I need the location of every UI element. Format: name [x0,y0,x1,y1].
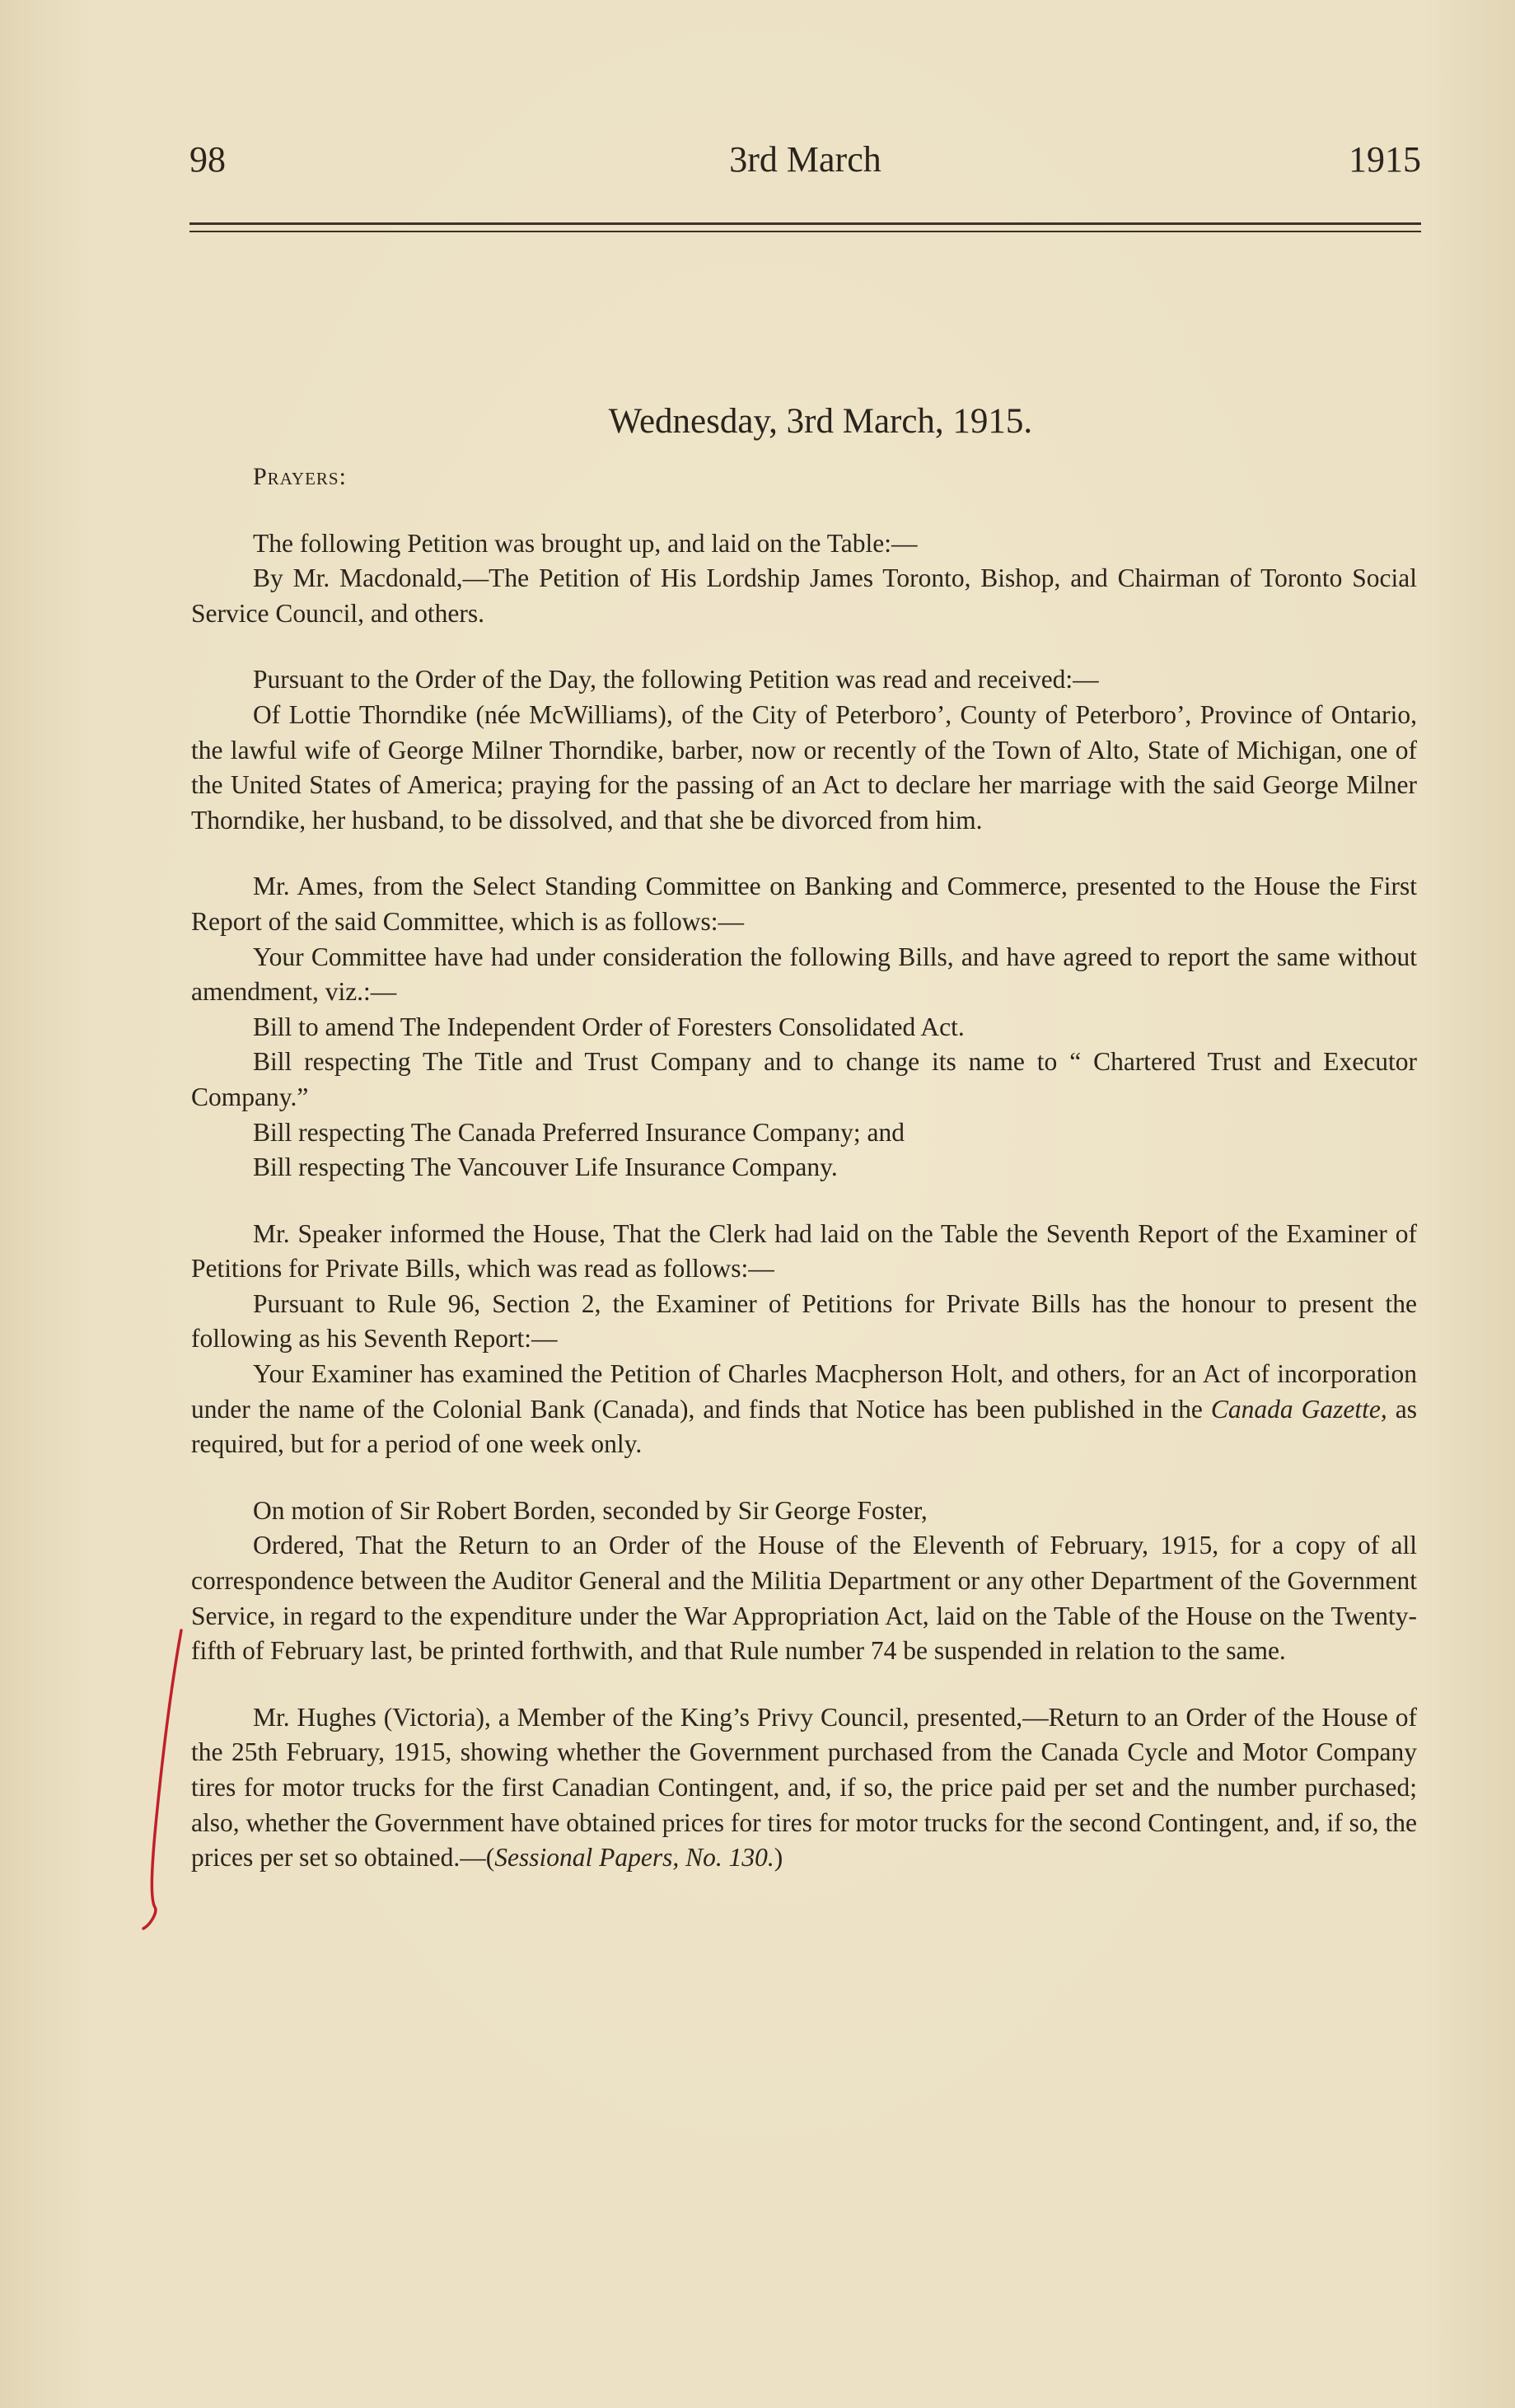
journal-body [191,397,1417,1876]
running-head-date: 3rd March [729,139,881,180]
canada-gazette: Canada Gazette, [1210,1394,1387,1424]
bill-vancouver-life: Bill respecting The Vancouver Life Insurance Company. [253,1153,838,1182]
paragraph-order-of-day: Pursuant to the Order of the Day, the following Petition was read and received:— [253,665,1099,694]
day-heading: Wednesday, 3rd March, 1915. [608,402,1033,441]
sessional-paper-open: ( [485,1843,495,1873]
paragraph-speaker-report: Mr. Speaker informed the House, That the Clerk had laid on the Table the Seventh Report of the Examiner of Petitions for Private Bills, which was read as follows:— [191,1218,1417,1283]
section-label-prayers: Prayers: [253,463,347,490]
hughes-text: Mr. Hughes (Victoria), a Member of the King’s Privy Council, presented,—Return to an Order of the House of the 25th February, 1915, showing whether the Government purchased from the Canada Cycle and Motor Company tires for motor trucks for the first Canadian Contingent, and, if so, the price paid per set and the number purchased; also, whether the Government have obtained prices for tires for motor trucks for the second Contingent, and, if so, the prices per set so obtained.— [191,1702,1417,1873]
paragraph-ordered-return: Ordered, That the Return to an Order of the House of the Eleventh of February, 1915, for a copy of all correspondence between the Auditor General and the Militia Department or any other Department of the Government Service, in regard to the expenditure under the War Appropriation Act, laid on the Table of the House on the Twenty-fifth of February last, be printed forthwith, and that Rule number 74 be suspended in relation to the same. [191,1531,1417,1666]
paragraph-hughes-return [191,1700,1417,1876]
running-head [189,138,1421,188]
bill-foresters: Bill to amend The Independent Order of Foresters Consolidated Act. [253,1012,965,1041]
paragraph-macdonald-petition: By Mr. Macdonald,—The Petition of His Lordship James Toronto, Bishop, and Chairman of Toronto Social Service Council, and others. [191,563,1417,628]
bill-title-trust: Bill respecting The Title and Trust Company and to change its name to “ Chartered Trust and Executor Company.” [191,1047,1417,1111]
paragraph-ames-report: Mr. Ames, from the Select Standing Committee on Banking and Commerce, presented to the House the First Report of the said Committee, which is as follows:— [191,872,1417,936]
paragraph-thorndike-petition: Of Lottie Thorndike (née McWilliams), of the City of Peterboro’, County of Peterboro’, Province of Ontario, the lawful wife of George Milner Thorndike, barber, now or recently of the Town of Alto, State of Michigan, one of the United States of America; praying for the passing of an Act to declare her marriage with the said George Milner Thorndike, her husband, to be dissolved, and that she be divorced from him. [191,699,1417,835]
running-head-year: 1915 [1349,139,1421,180]
page-number: 98 [189,139,226,180]
paragraph-committee-bills: Your Committee have had under consideration the following Bills, and have agreed to report the same without amendment, viz.:— [191,942,1417,1007]
paragraph-rule-96: Pursuant to Rule 96, Section 2, the Examiner of Petitions for Private Bills has the honour to present the following as his Seventh Report:— [191,1288,1417,1354]
paragraph-examiner [191,1357,1417,1462]
bill-canada-preferred: Bill respecting The Canada Preferred Insurance Company; and [253,1117,905,1147]
header-rule-thin [189,231,1421,232]
header-rule-thick [189,222,1421,225]
paragraph-borden-motion: On motion of Sir Robert Borden, seconded by Sir George Foster, [253,1495,928,1525]
paragraph-petition-intro: The following Petition was brought up, and laid on the Table:— [253,528,918,558]
red-margin-mark [138,1627,188,1932]
examiner-text-after: as required, but for a period of one week only. [191,1394,1418,1459]
sessional-paper-close: ) [774,1843,783,1873]
examiner-text-before: Your Examiner has examined the Petition of Charles Macpherson Holt, and others, for an Act of incorporation under the name of the Colonial Bank (Canada), and finds that Notice has been published in the [191,1359,1417,1424]
sessional-paper-ref: Sessional Papers, No. 130. [494,1843,774,1873]
